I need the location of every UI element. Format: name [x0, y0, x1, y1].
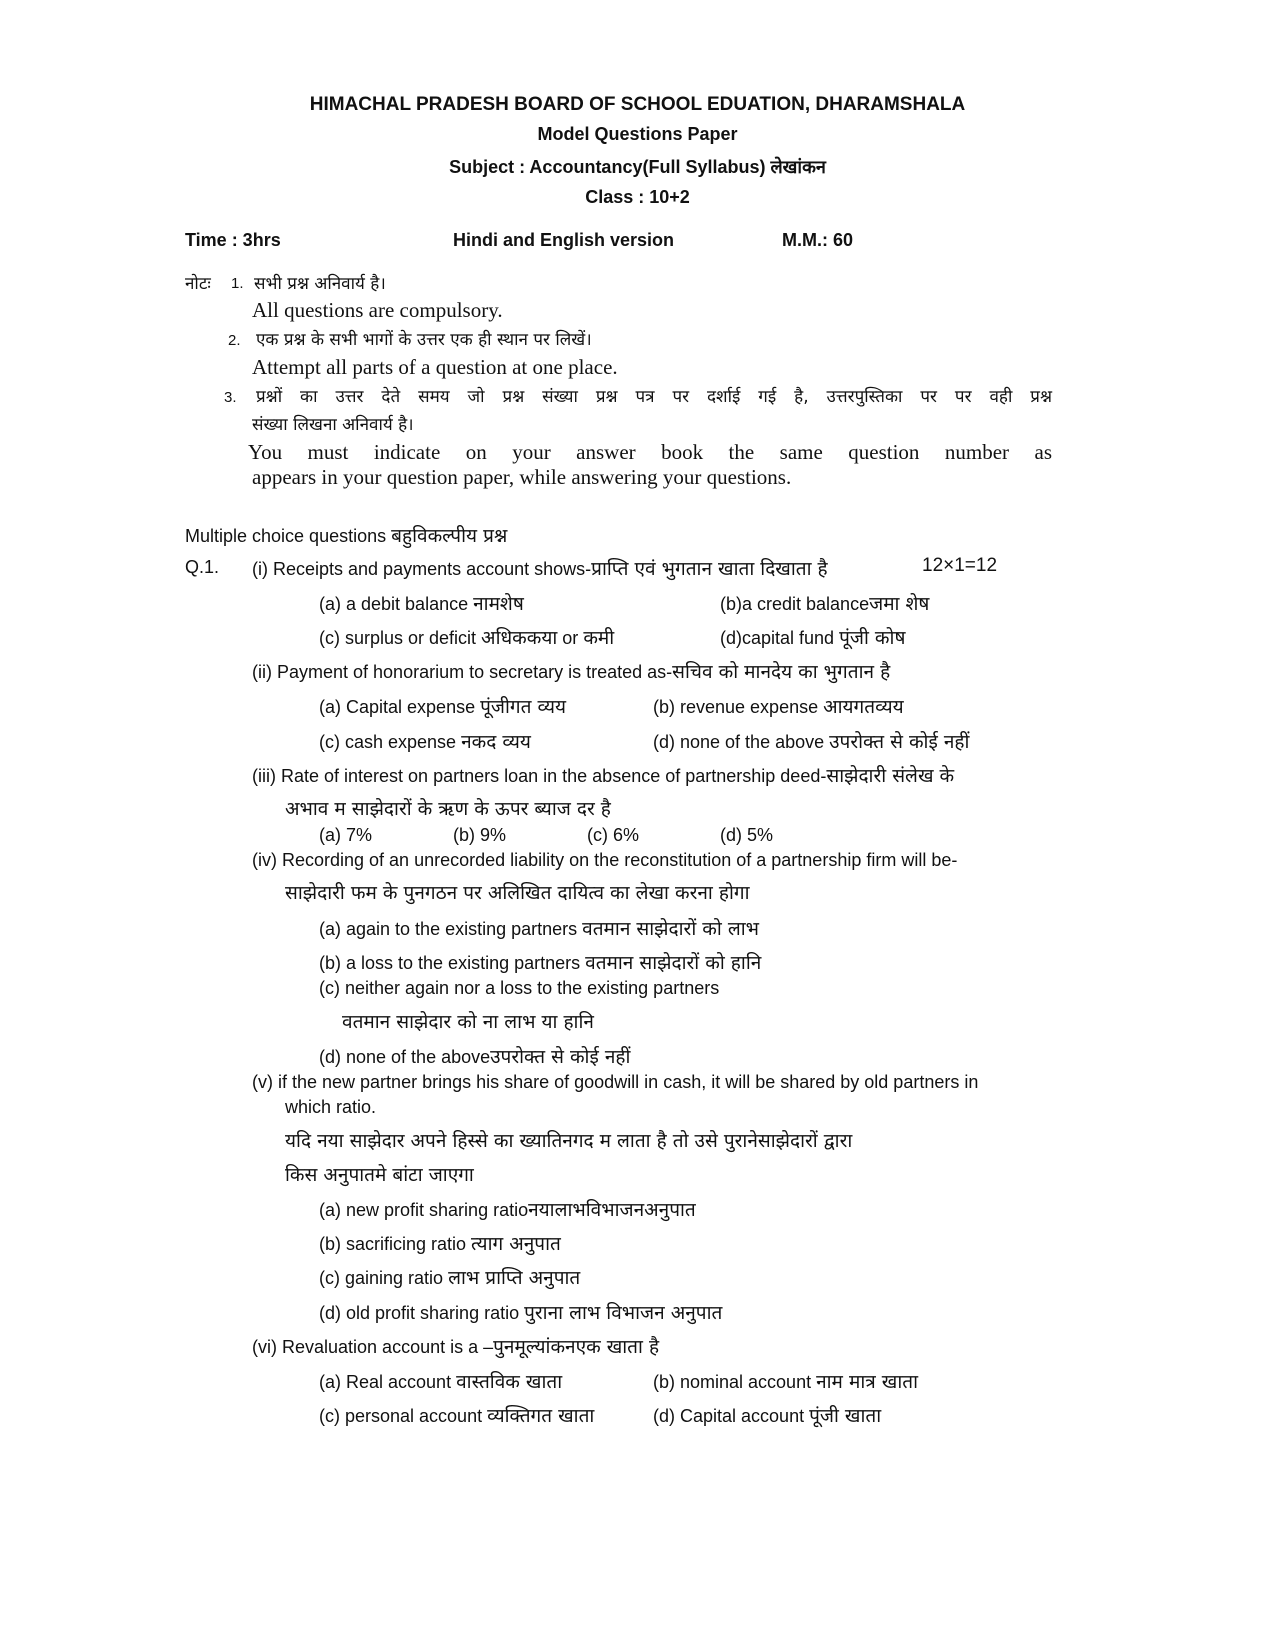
question-stem: (vi) Revaluation account is a –पुनमूल्यांकनएक खाता है — [252, 1336, 660, 1358]
note-hindi: सभी प्रश्न अनिवार्य है। — [254, 274, 386, 294]
option: (a) Capital expense पूंजीगत व्यय — [319, 696, 567, 718]
option: (d) 5% — [720, 825, 774, 845]
option: (d) none of the above उपरोक्त से कोई नहीं — [653, 731, 970, 753]
question-stem-hindi: अभाव म साझेदारों के ऋण के ऊपर ब्याज दर है — [285, 798, 611, 820]
note-label: नोटः — [185, 274, 211, 294]
max-marks-label: M.M.: 60 — [782, 230, 854, 250]
note-english: appears in your question paper, while answering your questions. — [252, 465, 792, 489]
note-number: 1. — [231, 275, 244, 292]
question-stem: (ii) Payment of honorarium to secretary is treated as-सचिव को मानदेय का भुगतान है — [252, 661, 891, 683]
question-stem-hindi: साझेदारी फम के पुनगठन पर अलिखित दायित्व का लेखा करना होगा — [285, 882, 750, 904]
subject-line: Subject : Accountancy(Full Syllabus) लेखांकन — [449, 157, 826, 177]
paper-type: Model Questions Paper — [537, 124, 738, 144]
option: (d) Capital account पूंजी खाता — [653, 1405, 882, 1427]
option: (a) a debit balance नामशेष — [319, 593, 524, 615]
question-number: Q.1. — [185, 557, 220, 577]
option: (c) cash expense नकद व्यय — [319, 731, 531, 753]
version-label: Hindi and English version — [453, 230, 675, 250]
question-stem: (i) Receipts and payments account shows-प्राप्ति एवं भुगतान खाता दिखाता है — [252, 558, 828, 580]
option: (c) 6% — [587, 825, 640, 845]
option: (b) a loss to the existing partners वतमान साझेदारों को हानि — [319, 952, 762, 974]
note-hindi: संख्या लिखना अनिवार्य है। — [252, 415, 414, 435]
option: (b) revenue expense आयगतव्यय — [653, 696, 904, 718]
option: (a) again to the existing partners वतमान साझेदारों को लाभ — [319, 918, 760, 940]
question-stem-cont: which ratio. — [285, 1097, 377, 1117]
option: (b) nominal account नाम मात्र खाता — [653, 1371, 918, 1393]
option: (c) personal account व्यक्तिगत खाता — [319, 1405, 595, 1427]
option: (c) neither again nor a loss to the existing partners — [319, 978, 720, 998]
option: (c) gaining ratio लाभ प्राप्ति अनुपात — [319, 1267, 581, 1289]
option: (a) Real account वास्तविक खाता — [319, 1371, 563, 1393]
question-marks: 12×1=12 — [922, 555, 998, 576]
note-english: All questions are compulsory. — [252, 298, 503, 322]
note-hindi: एक प्रश्न के सभी भागों के उत्तर एक ही स्थान पर लिखें। — [256, 330, 592, 350]
option: (a) 7% — [319, 825, 373, 845]
note-number: 3. — [224, 389, 237, 406]
note-english: Attempt all parts of a question at one place. — [252, 355, 618, 379]
board-title: HIMACHAL PRADESH BOARD OF SCHOOL EDUATION, DHARAMSHALA — [309, 94, 966, 115]
option: (b) 9% — [453, 825, 507, 845]
note-english: You must indicate on your answer book the same question number as — [248, 440, 1052, 464]
option: (c) surplus or deficit अधिककया or कमी — [319, 627, 615, 649]
option: (d) old profit sharing ratio पुराना लाभ विभाजन अनुपात — [319, 1302, 723, 1324]
section-label-hindi: बहुविकल्पीय प्रश्न — [391, 525, 508, 547]
option-hindi: वतमान साझेदार को ना लाभ या हानि — [342, 1011, 594, 1033]
question-stem-hindi: किस अनुपातमे बांटा जाएगा — [285, 1164, 474, 1186]
section-label: Multiple choice questions — [185, 526, 387, 546]
option: (b)a credit balanceजमा शेष — [720, 593, 930, 615]
option: (d)capital fund पूंजी कोष — [720, 627, 906, 649]
time-label: Time : 3hrs — [185, 230, 281, 250]
note-hindi: प्रश्नों का उत्तर देते समय जो प्रश्न संख्या प्रश्न पत्र पर दर्शाई गई है, उत्तरपुस्तिका पर पर वही प्रश्न — [256, 387, 1052, 407]
question-stem: (iii) Rate of interest on partners loan in the absence of partnership deed-साझेदारी संलेख के — [252, 765, 955, 787]
question-stem-hindi: यदि नया साझेदार अपने हिस्से का ख्यातिनगद म लाता है तो उसे पुरानेसाझेदारों द्वारा — [285, 1130, 853, 1152]
class-line: Class : 10+2 — [585, 187, 690, 207]
option: (b) sacrificing ratio त्याग अनुपात — [319, 1233, 561, 1255]
note-number: 2. — [228, 332, 241, 349]
option: (a) new profit sharing ratioनयालाभविभाजनअनुपात — [319, 1199, 696, 1221]
question-stem: (iv) Recording of an unrecorded liability on the reconstitution of a partnership firm will be- — [252, 850, 958, 870]
option: (d) none of the aboveउपरोक्त से कोई नहीं — [319, 1046, 631, 1068]
question-stem: (v) if the new partner brings his share of goodwill in cash, it will be shared by old partners in — [252, 1072, 979, 1092]
section-heading — [185, 522, 507, 548]
